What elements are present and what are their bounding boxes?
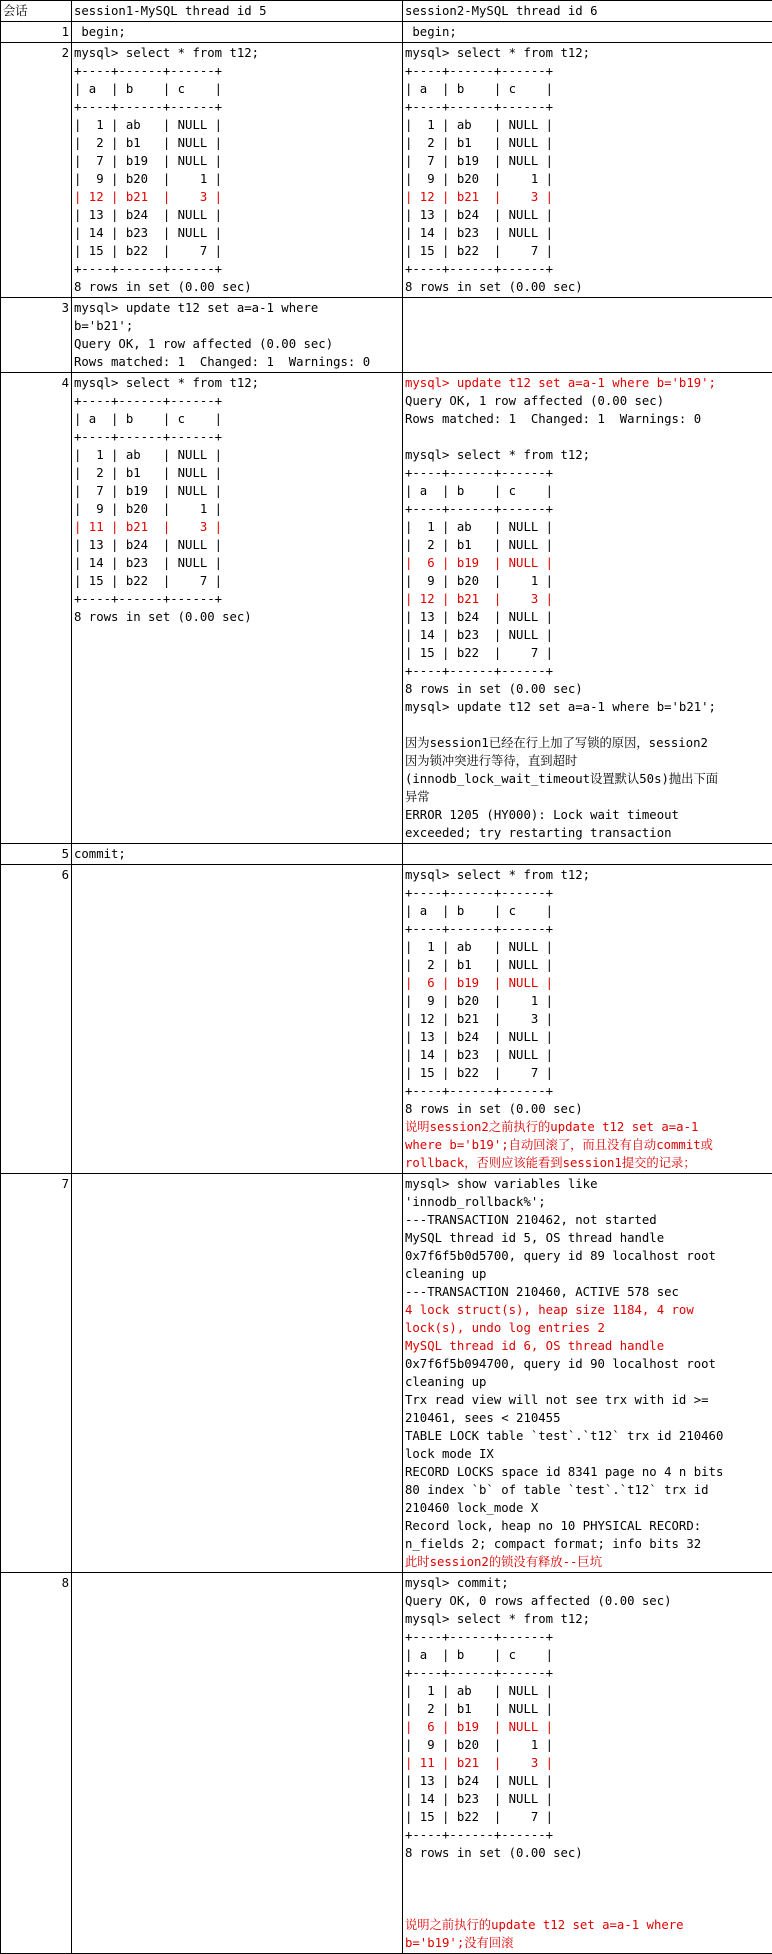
output-line: 8 rows in set (0.00 sec) [405, 1844, 770, 1862]
output-line: TABLE LOCK table `test`.`t12` trx id 210460 [405, 1427, 770, 1445]
output-line: | a | b | c | [405, 482, 770, 500]
table-row [1, 1174, 772, 1573]
output-line: cleaning up [405, 1373, 770, 1391]
output-line: | 2 | b1 | NULL | [405, 134, 770, 152]
output-line: rollback，否则应该能看到session1提交的记录； [405, 1154, 770, 1172]
output-line: | 1 | ab | NULL | [405, 116, 770, 134]
output-line: +----+------+------+ [74, 392, 400, 410]
output-line: Query OK, 1 row affected (0.00 sec) [405, 392, 770, 410]
table-row [1, 1573, 772, 1954]
table-row [1, 865, 772, 1174]
output-line: | a | b | c | [405, 80, 770, 98]
output-line: +----+------+------+ [405, 920, 770, 938]
output-line: 8 rows in set (0.00 sec) [405, 680, 770, 698]
output-line: 因为session1已经在行上加了写锁的原因，session2 [405, 734, 770, 752]
output-line: +----+------+------+ [405, 1082, 770, 1100]
output-line: +----+------+------+ [405, 1664, 770, 1682]
output-line: 8 rows in set (0.00 sec) [74, 608, 400, 626]
output-line: +----+------+------+ [74, 98, 400, 116]
output-line: | 9 | b20 | 1 | [74, 500, 400, 518]
output-line: lock mode IX [405, 1445, 770, 1463]
table-row [1, 43, 772, 298]
output-line: | 1 | ab | NULL | [74, 446, 400, 464]
output-line: n_fields 2; compact format; info bits 32 [405, 1535, 770, 1553]
table-body [1, 22, 772, 1954]
output-line: | 2 | b1 | NULL | [405, 1700, 770, 1718]
row-index: 6 [1, 865, 72, 1174]
output-line: +----+------+------+ [74, 590, 400, 608]
output-line: | 2 | b1 | NULL | [74, 134, 400, 152]
session2-cell [403, 844, 772, 865]
header-session1: session1-MySQL thread id 5 [72, 1, 403, 22]
output-line: | 13 | b24 | NULL | [74, 536, 400, 554]
output-line: 80 index `b` of table `test`.`t12` trx id [405, 1481, 770, 1499]
table-row [1, 844, 772, 865]
output-line: | 15 | b22 | 7 | [74, 572, 400, 590]
output-line: Rows matched: 1 Changed: 1 Warnings: 0 [74, 353, 400, 371]
output-line: ERROR 1205 (HY000): Lock wait timeout [405, 806, 770, 824]
output-line: mysql> update t12 set a=a-1 where b='b21'; [405, 698, 770, 716]
table-row [1, 298, 772, 373]
output-line: mysql> select * from t12; [74, 374, 400, 392]
session2-cell [403, 22, 772, 43]
output-line: mysql> update t12 set a=a-1 where b='b19'; [405, 374, 770, 392]
session2-cell [403, 865, 772, 1174]
output-line: | 14 | b23 | NULL | [405, 626, 770, 644]
output-line: RECORD LOCKS space id 8341 page no 4 n bits [405, 1463, 770, 1481]
output-line: | 1 | ab | NULL | [405, 938, 770, 956]
output-line: (innodb_lock_wait_timeout设置默认50s)抛出下面 [405, 770, 770, 788]
row-index: 5 [1, 844, 72, 865]
output-line: lock(s), undo log entries 2 [405, 1319, 770, 1337]
output-line: +----+------+------+ [74, 260, 400, 278]
output-line: | 11 | b21 | 3 | [74, 518, 400, 536]
table-row [1, 22, 772, 43]
session1-cell [72, 298, 403, 373]
session2-cell [403, 1174, 772, 1573]
output-line: MySQL thread id 5, OS thread handle [405, 1229, 770, 1247]
header-session: 会话 [1, 1, 72, 22]
output-line: | 13 | b24 | NULL | [405, 1772, 770, 1790]
output-line: 210460 lock_mode X [405, 1499, 770, 1517]
output-line: | 9 | b20 | 1 | [405, 992, 770, 1010]
output-line: | 2 | b1 | NULL | [405, 956, 770, 974]
output-line: | 2 | b1 | NULL | [405, 536, 770, 554]
session1-cell [72, 1573, 403, 1954]
output-line: +----+------+------+ [405, 260, 770, 278]
session1-cell [72, 844, 403, 865]
output-line: +----+------+------+ [405, 464, 770, 482]
output-line: | 7 | b19 | NULL | [405, 152, 770, 170]
output-line: | 14 | b23 | NULL | [405, 1046, 770, 1064]
row-index: 3 [1, 298, 72, 373]
header-row [1, 1, 772, 22]
output-line: | 11 | b21 | 3 | [405, 1754, 770, 1772]
output-line: | 12 | b21 | 3 | [405, 1010, 770, 1028]
output-line: Record lock, heap no 10 PHYSICAL RECORD: [405, 1517, 770, 1535]
output-line: 8 rows in set (0.00 sec) [405, 278, 770, 296]
output-line: 说明session2之前执行的update t12 set a=a-1 [405, 1118, 770, 1136]
header-session2: session2-MySQL thread id 6 [403, 1, 772, 22]
session1-cell [72, 1174, 403, 1573]
output-line: | 14 | b23 | NULL | [74, 554, 400, 572]
output-line: 因为锁冲突进行等待，直到超时 [405, 752, 770, 770]
output-line: | 13 | b24 | NULL | [74, 206, 400, 224]
output-line: | 15 | b22 | 7 | [405, 242, 770, 260]
output-line: | 6 | b19 | NULL | [405, 1718, 770, 1736]
session2-cell [403, 298, 772, 373]
output-line [405, 716, 770, 734]
output-line: | 9 | b20 | 1 | [405, 572, 770, 590]
output-line: | 7 | b19 | NULL | [74, 152, 400, 170]
output-line [405, 1862, 770, 1880]
output-line: 210461, sees < 210455 [405, 1409, 770, 1427]
output-line: | 14 | b23 | NULL | [74, 224, 400, 242]
output-line: | 15 | b22 | 7 | [405, 1064, 770, 1082]
output-line: Query OK, 0 rows affected (0.00 sec) [405, 1592, 770, 1610]
output-line: 8 rows in set (0.00 sec) [74, 278, 400, 296]
output-line: | a | b | c | [405, 1646, 770, 1664]
output-line: exceeded; try restarting transaction [405, 824, 770, 842]
output-line: mysql> select * from t12; [405, 1610, 770, 1628]
output-line: mysql> show variables like [405, 1175, 770, 1193]
output-line: 说明之前执行的update t12 set a=a-1 where [405, 1916, 770, 1934]
output-line: mysql> update t12 set a=a-1 where [74, 299, 400, 317]
output-line: +----+------+------+ [405, 884, 770, 902]
output-line [405, 1880, 770, 1898]
row-index: 2 [1, 43, 72, 298]
output-line [405, 1898, 770, 1916]
output-line: ---TRANSACTION 210460, ACTIVE 578 sec [405, 1283, 770, 1301]
output-line: commit; [74, 845, 400, 863]
output-line: Query OK, 1 row affected (0.00 sec) [74, 335, 400, 353]
output-line: mysql> select * from t12; [405, 866, 770, 884]
output-line: | 15 | b22 | 7 | [74, 242, 400, 260]
output-line: b='b19';没有回滚 [405, 1934, 770, 1952]
output-line: | 1 | ab | NULL | [405, 518, 770, 536]
output-line: | a | b | c | [74, 80, 400, 98]
session1-cell [72, 22, 403, 43]
output-line: ---TRANSACTION 210462, not started [405, 1211, 770, 1229]
output-line: | 14 | b23 | NULL | [405, 1790, 770, 1808]
output-line: b='b21'; [74, 317, 400, 335]
output-line: mysql> select * from t12; [405, 446, 770, 464]
row-index: 1 [1, 22, 72, 43]
row-index: 8 [1, 1573, 72, 1954]
output-line: +----+------+------+ [405, 500, 770, 518]
output-line: | 13 | b24 | NULL | [405, 206, 770, 224]
output-line: 8 rows in set (0.00 sec) [405, 1100, 770, 1118]
output-line: | 9 | b20 | 1 | [405, 1736, 770, 1754]
output-line: | 15 | b22 | 7 | [405, 644, 770, 662]
output-line: | 1 | ab | NULL | [74, 116, 400, 134]
output-line: | 9 | b20 | 1 | [405, 170, 770, 188]
output-line: +----+------+------+ [74, 428, 400, 446]
session1-cell [72, 865, 403, 1174]
session1-cell [72, 43, 403, 298]
output-line: 'innodb_rollback%'; [405, 1193, 770, 1211]
output-line: +----+------+------+ [405, 62, 770, 80]
output-line: 异常 [405, 788, 770, 806]
output-line: | 9 | b20 | 1 | [74, 170, 400, 188]
session1-cell [72, 373, 403, 844]
session2-cell [403, 43, 772, 298]
output-line: | 6 | b19 | NULL | [405, 554, 770, 572]
output-line: begin; [74, 23, 400, 41]
output-line: | 15 | b22 | 7 | [405, 1808, 770, 1826]
output-line: Trx read view will not see trx with id >= [405, 1391, 770, 1409]
output-line: | 7 | b19 | NULL | [74, 482, 400, 500]
session2-cell [403, 1573, 772, 1954]
output-line: 0x7f6f5b094700, query id 90 localhost root [405, 1355, 770, 1373]
output-line: | 2 | b1 | NULL | [74, 464, 400, 482]
output-line: +----+------+------+ [405, 1826, 770, 1844]
output-line: | 12 | b21 | 3 | [74, 188, 400, 206]
table-row [1, 373, 772, 844]
output-line: | 6 | b19 | NULL | [405, 974, 770, 992]
output-line: | 1 | ab | NULL | [405, 1682, 770, 1700]
output-line: Rows matched: 1 Changed: 1 Warnings: 0 [405, 410, 770, 428]
output-line: cleaning up [405, 1265, 770, 1283]
output-line: mysql> select * from t12; [74, 44, 400, 62]
output-line: | 12 | b21 | 3 | [405, 188, 770, 206]
output-line: where b='b19';自动回滚了，而且没有自动commit或 [405, 1136, 770, 1154]
output-line [405, 428, 770, 446]
output-line: mysql> commit; [405, 1574, 770, 1592]
row-index: 7 [1, 1174, 72, 1573]
output-line: +----+------+------+ [405, 1628, 770, 1646]
output-line: +----+------+------+ [405, 98, 770, 116]
output-line: MySQL thread id 6, OS thread handle [405, 1337, 770, 1355]
output-line: 此时session2的锁没有释放--巨坑 [405, 1553, 770, 1571]
output-line: +----+------+------+ [405, 662, 770, 680]
output-line: | a | b | c | [74, 410, 400, 428]
output-line: mysql> select * from t12; [405, 44, 770, 62]
row-index: 4 [1, 373, 72, 844]
output-line: | 14 | b23 | NULL | [405, 224, 770, 242]
session2-cell [403, 373, 772, 844]
output-line: | 12 | b21 | 3 | [405, 590, 770, 608]
output-line: +----+------+------+ [74, 62, 400, 80]
output-line: | a | b | c | [405, 902, 770, 920]
output-line: | 13 | b24 | NULL | [405, 608, 770, 626]
output-line: 0x7f6f5b0d5700, query id 89 localhost root [405, 1247, 770, 1265]
output-line: 4 lock struct(s), heap size 1184, 4 row [405, 1301, 770, 1319]
output-line: | 13 | b24 | NULL | [405, 1028, 770, 1046]
output-line: begin; [405, 23, 770, 41]
